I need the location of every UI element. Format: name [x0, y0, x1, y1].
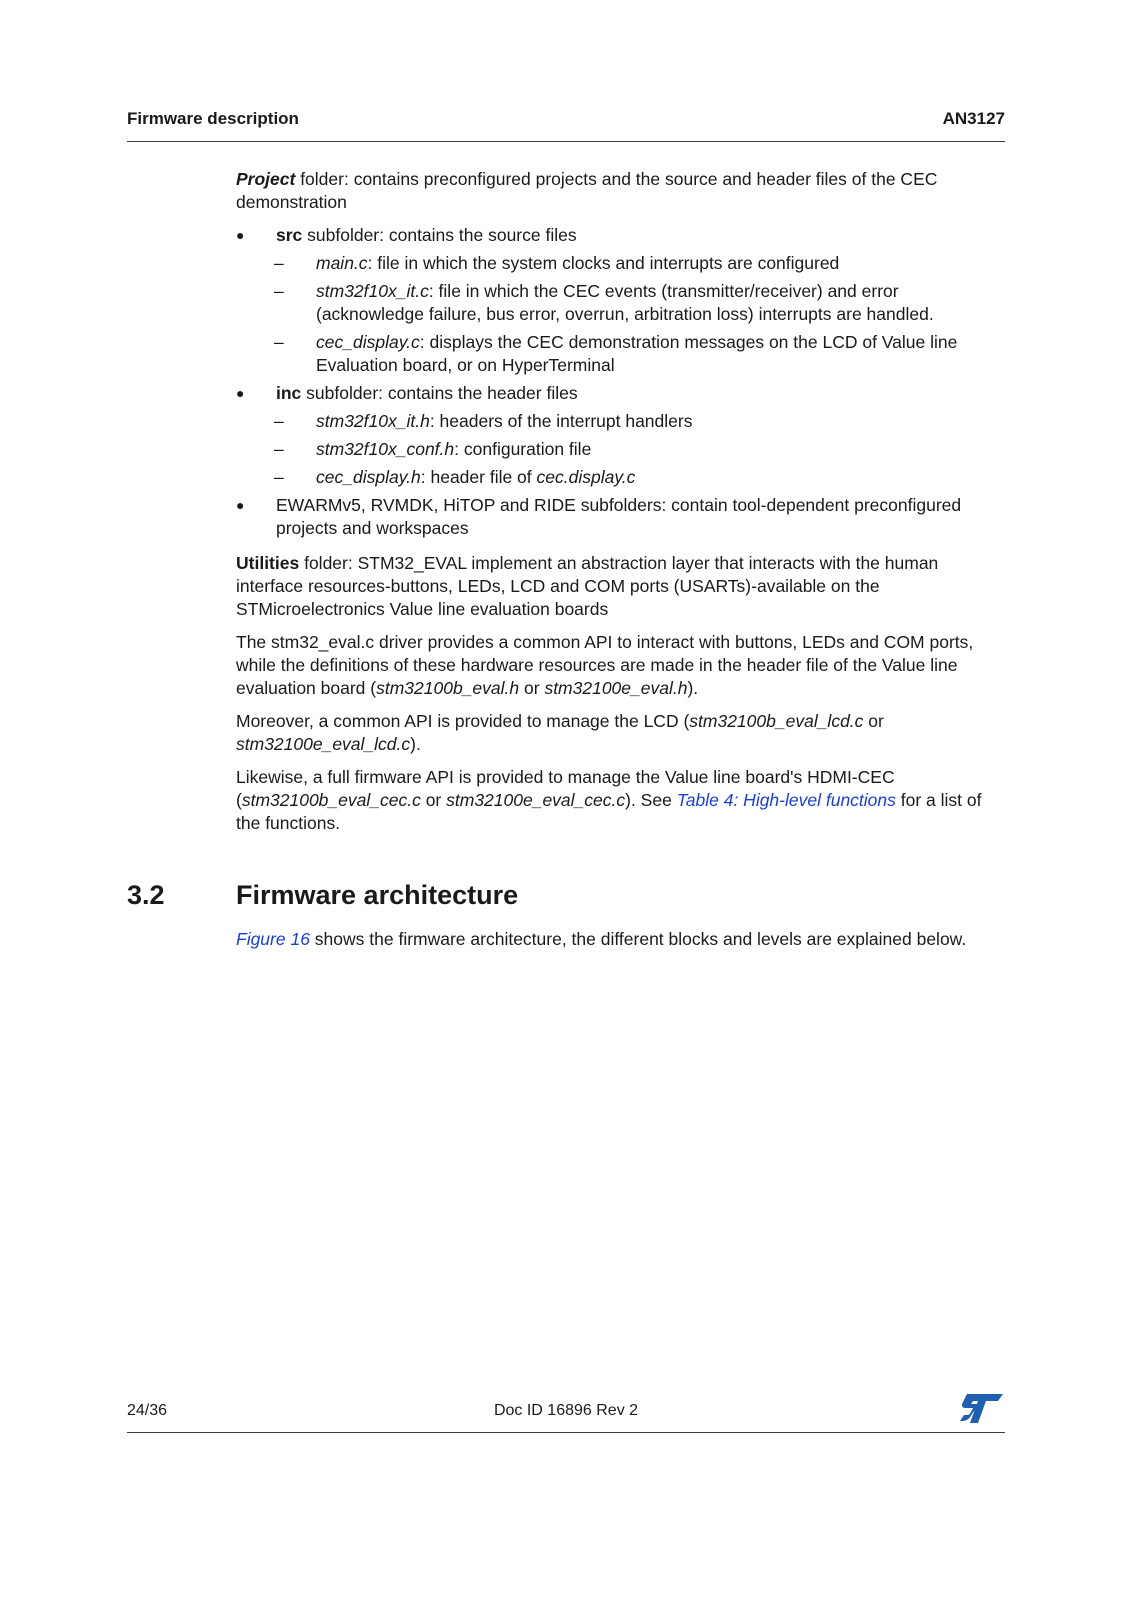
list-item [236, 438, 1006, 461]
item-text: : displays the CEC demonstration messages on the LCD of Value line Evaluation board, or on HyperTerminal [316, 332, 958, 375]
list-item [236, 280, 1006, 326]
bullet-src [236, 224, 1006, 247]
st-logo-icon [959, 1390, 1005, 1426]
item-text: : headers of the interrupt handlers [429, 411, 693, 431]
lcd-paragraph [236, 710, 1006, 756]
lcd-text: ). [410, 734, 421, 754]
file-name: cec_display.c [316, 332, 420, 352]
project-paragraph [236, 168, 1006, 214]
section-number: 3.2 [127, 880, 165, 910]
driver-text: or [519, 678, 545, 698]
src-term: src [276, 225, 303, 245]
dash-icon: – [274, 253, 284, 273]
driver-text: ). [687, 678, 699, 698]
list-item [236, 466, 1006, 489]
architecture-paragraph [236, 928, 996, 951]
page-header [127, 109, 1005, 142]
bullet-tools [236, 494, 1006, 540]
file-name: stm32100e_eval.h [544, 678, 688, 698]
file-name: stm32f10x_it.c [316, 281, 429, 301]
file-name: stm32100b_eval_cec.c [241, 790, 421, 810]
src-text: subfolder: contains the source files [302, 225, 577, 245]
file-name: stm32100e_eval_lcd.c [236, 734, 411, 754]
file-name: stm32f10x_it.h [316, 411, 430, 431]
bullet-icon: ● [236, 385, 245, 401]
inc-text: subfolder: contains the header files [301, 383, 578, 403]
cec-text: ). See [625, 790, 677, 810]
figure-16-link[interactable]: Figure 16 [236, 929, 310, 949]
section-body-architecture [236, 928, 996, 961]
utilities-paragraph [236, 552, 1006, 621]
file-name: stm32f10x_conf.h [316, 439, 455, 459]
item-text: : file in which the CEC events (transmitter/receiver) and error (acknowledge failure, bus error, overrun, arbitration loss) interrupts are handled. [316, 281, 934, 324]
dash-icon: – [274, 439, 284, 459]
item-text: : configuration file [454, 439, 592, 459]
cec-text: or [420, 790, 447, 810]
page-footer [127, 1398, 1005, 1433]
doc-id: Doc ID 16896 Rev 2 [493, 1402, 639, 1419]
header-section-title: Firmware description [127, 109, 299, 128]
dash-icon: – [274, 411, 284, 431]
item-text: : file in which the system clocks and interrupts are configured [367, 253, 840, 273]
file-name: cec_display.h [316, 467, 421, 487]
bullet-inc [236, 382, 1006, 405]
utilities-term: Utilities [236, 553, 300, 573]
cec-paragraph [236, 766, 1006, 835]
architecture-text: shows the firmware architecture, the different blocks and levels are explained below. [309, 929, 967, 949]
bullet-icon: ● [236, 227, 245, 243]
list-item [236, 331, 1006, 377]
file-name: main.c [316, 253, 368, 273]
lcd-text: Moreover, a common API is provided to manage the LCD ( [236, 711, 690, 731]
driver-text: The stm32_eval.c driver provides a common API to interact with buttons, LEDs and COM ports, while the definitions of these hardware resources are made in the header file of the Value line evaluation board ( [236, 632, 974, 698]
section-title: Firmware architecture [236, 880, 519, 910]
dash-icon: – [274, 281, 284, 301]
section-body [236, 168, 1006, 845]
dash-icon: – [274, 332, 284, 352]
bullet-icon: ● [236, 497, 245, 513]
list-item [236, 410, 1006, 433]
project-term: Project [236, 169, 296, 189]
file-name: stm32100e_eval_cec.c [446, 790, 626, 810]
item-text: : header file of [420, 467, 537, 487]
file-name: stm32100b_eval.h [376, 678, 520, 698]
page-number: 24/36 [127, 1402, 168, 1419]
cec-text: Likewise, a full firmware API is provided to manage the Value line board's HDMI-CEC ( [236, 767, 895, 810]
header-doc-code: AN3127 [942, 109, 1005, 128]
file-name: cec.display.c [536, 467, 636, 487]
utilities-text: folder: STM32_EVAL implement an abstraction layer that interacts with the human interface resources-buttons, LEDs, LCD and COM ports (USARTs)-available on the STMicroelectronics Value line evaluation boards [236, 553, 939, 619]
cec-text: for a list of the functions. [236, 790, 982, 833]
table-4-link[interactable]: Table 4: High-level functions [676, 790, 896, 810]
driver-paragraph [236, 631, 1006, 700]
tools-text: EWARMv5, RVMDK, HiTOP and RIDE subfolders: contain tool-dependent preconfigured projects and workspaces [276, 495, 962, 538]
file-name: stm32100b_eval_lcd.c [689, 711, 864, 731]
lcd-text: or [863, 711, 884, 731]
project-text: folder: contains preconfigured projects and the source and header files of the CEC demonstration [236, 169, 938, 212]
dash-icon: – [274, 467, 284, 487]
inc-term: inc [276, 383, 302, 403]
list-item [236, 252, 1006, 275]
